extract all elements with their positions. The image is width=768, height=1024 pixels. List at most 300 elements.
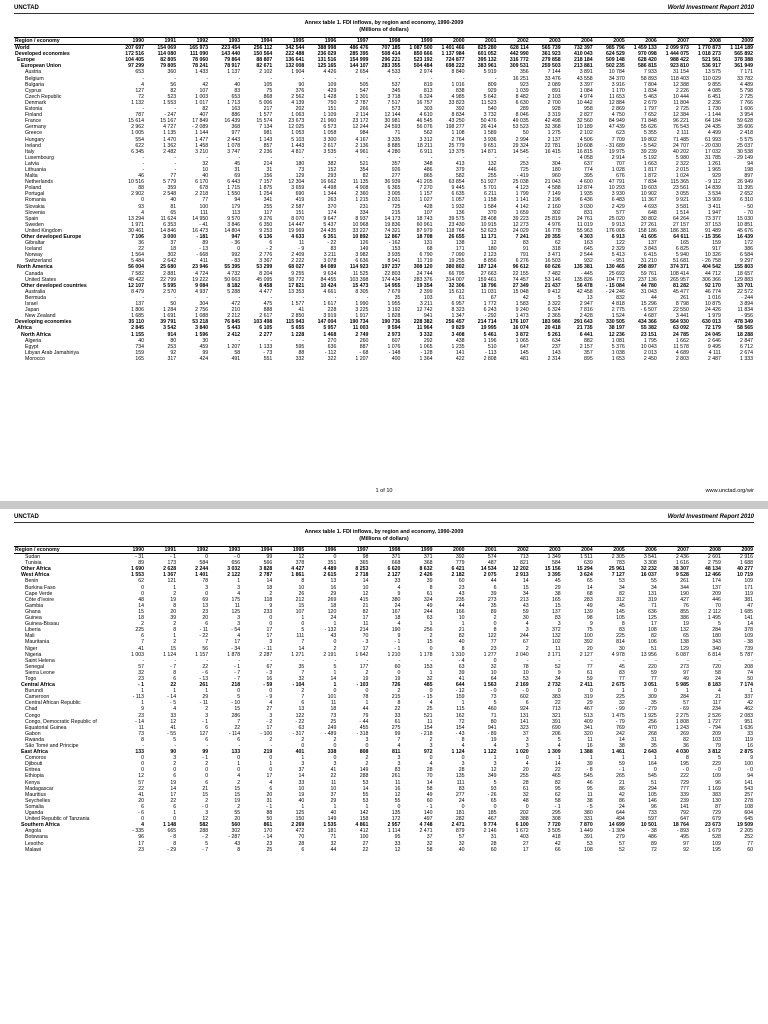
table-cell: 22 — [330, 773, 337, 780]
footer-url[interactable]: www.unctad.org/wir — [705, 488, 754, 494]
table-cell: 18 — [330, 602, 337, 609]
table-cell: 24 744 — [416, 270, 433, 277]
row-label: São Tomé and Principe — [25, 743, 79, 749]
table-cell: 4 142 — [515, 203, 529, 210]
table-cell: - 22 — [327, 240, 337, 247]
table-cell: 18 — [330, 706, 337, 713]
table-cell: 24 435 — [705, 124, 721, 131]
table-cell: 3 747 — [227, 148, 241, 155]
table-cell: 52 — [554, 663, 561, 670]
table-cell: 16 662 — [320, 179, 337, 186]
header-year: 1996 — [305, 547, 337, 554]
table-cell: 1 309 — [547, 749, 561, 756]
table-cell: 59 — [522, 608, 529, 615]
table-cell: 1 583 — [515, 301, 529, 308]
table-cell: 76 — [683, 602, 689, 609]
table-cell: 303 — [423, 106, 433, 113]
table-cell: 56 — [170, 81, 177, 88]
table-cell: 140 — [423, 810, 433, 817]
row-label: Luxembourg — [25, 154, 54, 161]
table-cell: 49 — [426, 602, 433, 609]
header-year: 2008 — [690, 38, 722, 45]
table-cell: 10 326 — [705, 252, 721, 259]
table-cell: 60 — [458, 578, 465, 585]
table-cell: 2 787 — [259, 572, 273, 579]
header-year: 1997 — [337, 38, 369, 45]
table-cell: 6 957 — [451, 301, 465, 308]
table-cell: 8 840 — [451, 69, 465, 76]
table-cell: 32 — [426, 840, 433, 847]
table-cell: 12 — [394, 846, 401, 853]
table-cell: 72 — [651, 846, 657, 853]
table-cell: 3 192 — [387, 307, 401, 314]
table-cell: 72 — [458, 718, 465, 725]
table-cell: 5 779 — [163, 179, 177, 186]
table-cell: 11 — [587, 736, 593, 743]
table-cell: 24 435 — [320, 227, 337, 234]
table-cell: 20 355 — [544, 234, 561, 240]
table-cell: 11 135 — [352, 179, 369, 186]
table-cell: 3 051 — [643, 682, 657, 689]
table-cell: 1 662 — [675, 337, 689, 344]
table-cell: 510 — [487, 343, 497, 350]
table-cell: 28 — [458, 767, 465, 774]
table-cell: 382 — [327, 160, 337, 167]
table-cell: 11 171 — [480, 234, 497, 240]
table-cell: 214 — [263, 160, 273, 167]
table-cell: 6 — [269, 785, 273, 792]
table-cell: 0 — [141, 197, 145, 204]
table-cell: 354 — [359, 166, 369, 173]
table-cell: 1 401 466 — [441, 45, 465, 52]
table-cell: 9 445 — [451, 185, 465, 192]
table-cell: 84 949 — [608, 118, 625, 125]
table-cell: 7 652 — [643, 112, 657, 119]
table-cell: 1 878 — [227, 651, 241, 658]
row-label: Rwanda — [25, 736, 45, 743]
table-cell: 68 — [426, 246, 433, 253]
table-cell: 53 218 — [192, 319, 209, 326]
table-cell: 340 — [712, 645, 721, 652]
table-cell: 37 — [522, 730, 529, 737]
table-cell: - 0 — [714, 767, 721, 774]
table-cell: 13 909 — [705, 197, 721, 204]
table-cell: 50 — [522, 130, 529, 137]
table-cell: 9 253 — [259, 227, 273, 234]
table-cell: - — [302, 75, 305, 82]
table-cell: 1 — [621, 755, 625, 762]
table-cell: 141 — [519, 718, 529, 725]
table-cell: 1 770 873 — [697, 45, 721, 52]
table-cell: 14 173 — [384, 215, 401, 222]
header-year: 1990 — [113, 547, 145, 554]
table-cell: 71 — [394, 130, 401, 137]
table-cell: 4 123 — [515, 185, 529, 192]
table-cell: 1 027 — [419, 197, 433, 204]
table-cell: 114 923 — [349, 264, 369, 271]
table-cell: 1 428 — [323, 93, 337, 100]
table-cell: 45 — [234, 160, 241, 167]
table-cell: 5 655 — [291, 325, 305, 332]
table-cell: 53 146 — [544, 276, 561, 283]
table-cell: 1 — [365, 700, 369, 707]
table-cell: 107 — [423, 209, 433, 216]
table-cell: 5 376 — [611, 343, 625, 350]
table-cell: 2 196 — [547, 197, 561, 204]
header-year: 2002 — [498, 547, 530, 554]
table-cell: 1 — [429, 621, 433, 628]
table-cell: 20 — [170, 608, 177, 615]
table-cell: 338 — [327, 749, 337, 756]
table-cell: 769 — [616, 724, 625, 731]
table-cell: 133 — [231, 749, 241, 756]
table-cell: 302 — [552, 209, 561, 216]
table-cell: 57 — [458, 834, 465, 841]
table-cell: - 489 — [324, 730, 337, 737]
table-cell: 175 — [231, 596, 241, 603]
table-cell: 60 — [394, 663, 401, 670]
table-cell: 9 829 — [451, 325, 465, 332]
table-cell: 0 — [493, 621, 497, 628]
table-cell: 392 — [455, 106, 465, 113]
table-cell: 12 — [362, 590, 369, 597]
table-cell: 0 — [205, 590, 209, 597]
table-cell: 154 — [455, 724, 465, 731]
table-cell: 25 — [266, 846, 273, 853]
table-cell: 102 — [552, 639, 561, 646]
table-cell: 7 709 — [611, 136, 625, 143]
table-cell: 0 — [397, 803, 401, 810]
table-cell: 66 — [554, 846, 561, 853]
table-cell: 59 — [651, 669, 657, 676]
table-cell: 117 — [263, 209, 273, 216]
table-cell: 383 961 — [477, 63, 497, 70]
table-cell: 93 — [490, 785, 497, 792]
table-cell: 1 636 — [740, 724, 753, 731]
table-cell: 12 — [394, 791, 401, 798]
table-cell: 159 — [135, 349, 145, 356]
table-cell: 158 186 — [638, 227, 657, 234]
table-cell: - 2 089 — [191, 124, 209, 131]
table-cell: - — [206, 75, 209, 82]
table-cell: 472 — [295, 828, 305, 835]
table-header-row — [14, 38, 754, 45]
table-cell: 38 307 — [672, 566, 689, 573]
table-title: Annex table 1. FDI inflows, by region and economy, 1990-2009 — [304, 20, 464, 26]
table-cell: 5 192 — [643, 154, 657, 161]
row-label: Congo — [25, 712, 41, 719]
table-cell: 156 — [263, 173, 273, 180]
table-cell: 1 207 — [355, 355, 369, 362]
table-cell: 83 — [554, 615, 561, 622]
table-cell: 44 — [651, 294, 657, 301]
table-cell: - — [206, 154, 209, 161]
table-cell: - 83 — [231, 258, 241, 265]
table-cell: 467 — [487, 816, 497, 823]
table-cell: 0 — [365, 743, 369, 749]
table-cell: 813 — [423, 87, 433, 94]
table-cell: 15 — [426, 639, 433, 646]
table-cell: 0 — [141, 767, 145, 774]
table-cell: 20 — [266, 791, 273, 798]
table-cell: 89 — [202, 240, 209, 247]
header-year: 2000 — [433, 547, 465, 554]
table-cell: 360 — [167, 69, 177, 76]
table-cell: 560 — [231, 822, 241, 829]
table-cell: 12 244 — [352, 124, 369, 131]
table-cell: 3 — [237, 584, 241, 591]
row-label: Gibraltar — [25, 240, 45, 247]
table-cell: - — [366, 657, 369, 664]
table-cell: 3 982 — [355, 252, 369, 259]
table-cell: 12 — [298, 554, 305, 561]
table-cell: 275 — [391, 724, 401, 731]
row-label: Chad — [25, 706, 38, 713]
table-cell: 9 495 — [707, 343, 721, 350]
table-cell: 96 612 — [512, 264, 529, 271]
table-cell: 79 — [715, 743, 721, 749]
table-cell: - 8 — [586, 767, 593, 774]
table-cell: 3 581 — [675, 203, 689, 210]
table-cell: 3 954 — [740, 112, 753, 119]
table-cell: - — [238, 337, 241, 344]
table-cell: 1 797 — [643, 106, 657, 113]
table-cell: 1 659 — [515, 209, 529, 216]
table-cell: 485 — [423, 682, 433, 689]
table-cell: 103 — [423, 294, 433, 301]
table-cell: 5 642 — [483, 93, 497, 100]
table-cell: 2 — [333, 645, 337, 652]
table-cell: 2 974 — [419, 69, 433, 76]
table-cell: - 11 — [199, 627, 209, 634]
table-cell: 284 — [712, 627, 721, 634]
table-cell: 73 — [138, 730, 145, 737]
table-cell: 32 560 — [576, 118, 593, 125]
table-cell: 18 — [394, 615, 401, 622]
table-cell: 17 — [266, 633, 273, 640]
table-cell: 378 388 — [734, 57, 753, 64]
table-cell: 380 — [584, 810, 593, 817]
table-cell: 269 — [327, 596, 337, 603]
table-cell: 41 605 — [640, 234, 657, 240]
table-cell: 6 — [237, 736, 241, 743]
row-label: Uganda — [25, 810, 44, 817]
table-cell: 3 397 — [579, 81, 593, 88]
table-cell: 28 — [490, 840, 497, 847]
header-year: 1998 — [369, 547, 401, 554]
table-cell: 1 135 — [163, 130, 177, 137]
table-cell: 142 — [359, 810, 369, 817]
table-cell: 12 304 — [288, 179, 305, 186]
table-cell: 3 872 — [515, 331, 529, 338]
header-year: 2009 — [722, 38, 754, 45]
table-cell: 41 — [138, 645, 145, 652]
table-cell: 2 360 — [355, 191, 369, 198]
table-cell: 2 450 — [643, 355, 657, 362]
table-cell: 3 534 — [707, 191, 721, 198]
table-cell: 713 — [519, 554, 529, 561]
table-cell: 1 — [653, 755, 657, 762]
table-cell: 6 353 — [163, 221, 177, 228]
table-cell: 295 — [552, 810, 561, 817]
table-cell: 636 — [327, 343, 337, 350]
table-cell: 505 — [359, 81, 369, 88]
table-cell: 2 146 — [483, 828, 497, 835]
table-cell: 779 — [455, 560, 465, 567]
table-cell: 12 — [490, 767, 497, 774]
table-cell: 8 — [173, 627, 177, 634]
table-cell: 2 099 973 — [665, 45, 689, 52]
table-cell: 9 — [750, 755, 753, 762]
table-cell: 11 — [298, 240, 305, 247]
table-cell: 286 — [231, 712, 241, 719]
table-cell: 392 — [584, 639, 593, 646]
table-cell: 341 — [263, 197, 273, 204]
table-cell: 808 — [359, 749, 369, 756]
table-cell: 23 — [138, 846, 145, 853]
table-cell: 4 750 — [611, 112, 625, 119]
header-year: 2001 — [466, 38, 498, 45]
table-cell: 10 501 — [640, 822, 657, 829]
table-cell: 13 575 — [705, 69, 721, 76]
table-cell: 1 065 — [515, 337, 529, 344]
table-cell: 5 — [718, 621, 721, 628]
table-cell: 13 353 — [288, 288, 305, 295]
table-cell: - 103 — [356, 682, 369, 689]
table-cell: 309 531 — [509, 63, 529, 70]
table-cell: 19 969 — [288, 227, 305, 234]
row-label: Latvia — [25, 160, 39, 167]
table-cell: 24 — [715, 675, 721, 682]
table-cell: 45 — [618, 602, 625, 609]
table-cell: 304 — [552, 160, 561, 167]
table-cell: 77 — [170, 173, 177, 180]
table-cell: 62 — [554, 791, 561, 798]
table-cell: 129 883 — [734, 276, 753, 283]
table-cell: 1 459 133 — [633, 45, 657, 52]
table-cell: 380 — [391, 596, 401, 603]
table-cell: 108 — [744, 803, 753, 810]
table-cell: 95 — [554, 785, 561, 792]
table-cell: 601 052 — [477, 51, 497, 58]
table-cell: 6 365 — [387, 185, 401, 192]
table-cell: 58 — [715, 669, 721, 676]
table-cell: 8 182 — [227, 282, 241, 289]
table-cell: 67 — [522, 639, 529, 646]
table-cell: 14 — [522, 578, 529, 585]
table-cell: 257 — [744, 791, 753, 798]
table-cell: 2 914 — [611, 154, 625, 161]
table-cell: 33 823 — [448, 99, 465, 106]
table-cell: 15 — [234, 706, 241, 713]
table-cell: 256 112 — [253, 45, 273, 52]
table-cell: 777 — [680, 785, 689, 792]
table-cell: 23 — [138, 712, 145, 719]
table-cell: 16 415 — [544, 148, 561, 155]
table-cell: - — [334, 154, 337, 161]
table-cell: 109 — [712, 773, 721, 780]
table-cell: 2 — [269, 736, 273, 743]
table-cell: 97 299 — [128, 63, 145, 70]
table-cell: 197 237 — [381, 264, 401, 271]
table-cell: 23 673 — [705, 822, 721, 829]
table-cell: 923 810 — [670, 63, 689, 70]
table-cell: 26 414 — [480, 124, 497, 131]
table-cell: 1 564 — [131, 252, 145, 259]
table-cell: 41 — [298, 307, 305, 314]
header-year: 1995 — [273, 38, 305, 45]
table-cell: 1 553 — [163, 99, 177, 106]
table-cell: 11 653 — [609, 93, 625, 100]
table-cell: 10 851 — [737, 221, 753, 228]
table-cell: 28 — [298, 840, 305, 847]
row-label: Malta — [25, 173, 38, 180]
table-cell: 1 063 — [291, 112, 305, 119]
table-cell: - — [558, 657, 561, 664]
table-cell: 6 790 — [419, 252, 433, 259]
table-cell: 1 170 — [611, 87, 625, 94]
table-cell: 109 — [327, 81, 337, 88]
header-org: UNCTAD — [14, 514, 39, 520]
table-cell: 49 — [426, 791, 433, 798]
table-cell: 648 — [648, 209, 657, 216]
table-cell: 1 003 — [131, 651, 145, 658]
table-cell: 2 226 — [675, 87, 689, 94]
table-cell: 21 — [458, 627, 465, 634]
table-cell: 2 — [205, 706, 209, 713]
table-cell: 3 — [205, 810, 209, 817]
table-cell: 255 — [263, 203, 273, 210]
table-cell: - — [174, 154, 177, 161]
table-cell: 15 — [234, 785, 241, 792]
table-cell: 186 381 — [670, 227, 689, 234]
table-cell: - 2 — [266, 246, 273, 253]
table-cell: 547 — [359, 87, 369, 94]
table-cell: 0 — [333, 688, 337, 695]
table-cell: 582 — [455, 173, 465, 180]
table-cell: - 34 — [231, 645, 241, 652]
table-cell: 4 687 — [643, 313, 657, 320]
table-cell: 2 725 — [740, 93, 753, 100]
header-year: 2009 — [722, 547, 754, 554]
table-cell: 2 808 — [483, 355, 497, 362]
table-cell: 0 — [141, 816, 145, 823]
table-cell: 74 — [747, 669, 753, 676]
table-cell: 77 — [202, 197, 209, 204]
table-cell: 15 — [202, 791, 209, 798]
table-cell: 3 332 — [419, 331, 433, 338]
table-cell: 55 — [362, 791, 369, 798]
table-cell: 1 057 — [451, 197, 465, 204]
row-label: Japan — [25, 307, 40, 314]
table-cell: 7 174 — [740, 682, 753, 689]
table-cell: - 794 — [709, 724, 721, 731]
table-cell: 564 930 — [670, 319, 689, 326]
table-cell: 88 — [298, 349, 305, 356]
table-cell: 183 986 — [541, 319, 561, 326]
table-cell: - — [142, 106, 145, 113]
table-cell: 4 748 — [419, 822, 433, 829]
table-cell: 10 043 — [640, 343, 657, 350]
table-cell: 30 802 — [640, 215, 657, 222]
table-cell: 25 020 — [608, 215, 625, 222]
table-cell: 929 — [487, 87, 497, 94]
table-cell: 1 243 — [675, 724, 689, 731]
table-cell: 29 — [586, 700, 593, 707]
table-cell: 6 620 — [387, 566, 401, 573]
table-cell: 15 296 — [640, 301, 657, 308]
table-cell: 2 244 — [195, 566, 209, 573]
